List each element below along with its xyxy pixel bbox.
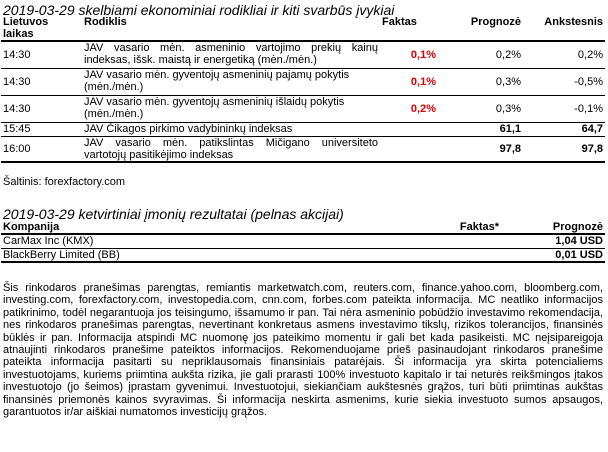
table-row [1, 136, 605, 162]
cell-time: 16:00 [3, 142, 31, 155]
header-actual: Faktas* [459, 221, 499, 233]
header-time: Lietuvos laikas [3, 16, 49, 40]
cell-actual: 0,2% [410, 102, 436, 115]
cell-previous: -0,1% [574, 102, 603, 115]
cell-forecast: 97,8 [499, 142, 521, 155]
header-indicator: Rodiklis [84, 16, 127, 28]
cell-indicator: JAV Čikagos pirkimo vadybininkų indeksas [84, 122, 293, 135]
cell-indicator: JAV vasario mėn. gyventojų asmeninių pajamų pokytis (mėn./mėn.) [84, 68, 350, 93]
cell-time: 14:30 [3, 102, 31, 115]
cell-previous: 0,2% [577, 48, 603, 61]
cell-forecast: 0,01 USD [555, 248, 603, 261]
cell-time: 15:45 [3, 122, 31, 135]
events-title: 2019-03-29 skelbiami ekonominiai rodikliai ir kiti svarbūs įvykiai [3, 2, 395, 18]
cell-actual: 0,1% [410, 48, 436, 61]
cell-company: CarMax Inc (KMX) [3, 235, 94, 247]
cell-forecast: 0,3% [495, 75, 521, 88]
earnings-table [1, 221, 605, 263]
cell-indicator: JAV vasario mėn. asmeninio vartojimo prekių kainų indeksas, išsk. maistą ir energetiką (mėn./mėn.) [84, 42, 378, 66]
cell-time: 14:30 [3, 48, 31, 61]
cell-time: 14:30 [3, 75, 31, 88]
table-row [1, 41, 605, 68]
header-forecast: Prognozė [552, 221, 603, 233]
cell-actual: 0,1% [410, 75, 436, 88]
table-row [1, 68, 605, 95]
cell-previous: 97,8 [581, 142, 603, 155]
header-forecast: Prognozė [470, 16, 521, 28]
cell-previous: 64,7 [581, 122, 603, 135]
table-row [1, 234, 605, 248]
economic-events-table [1, 16, 605, 163]
cell-indicator: JAV vasario mėn. patikslintas Mičigano universiteto vartotojų pasitikėjimo indeksas [84, 136, 378, 161]
earnings-title: 2019-03-29 ketvirtiniai įmonių rezultatai (pelnas akcijai) [3, 206, 344, 222]
cell-actual [401, 248, 501, 262]
cell-forecast: 0,2% [495, 48, 521, 61]
table-row [1, 248, 605, 262]
cell-actual [380, 122, 438, 136]
disclaimer-text: Šis rinkodaros pranešimas parengtas, remiantis marketwatch.com, reuters.com, finance.yahoo.com, bloomberg.com, investing.com, forexfactory.com, investopedia.com, cnn.com, forbes.com pateikta informacija. MC neatliko informacijos patikrinimo, todėl negarantuoja jos teisingumo, išsamumo ir pan. Tai nėra asmeninio pobūdžio investavimo rekomendacija, nes rinkodaros pranešimas parengtas, nevertinant konkretaus asmens investavimo tikslų, rizikos tolerancijos, finansinės būklės ir pan. Informacija atspindi MC nuomonę jos pateikimo momentu ir gali bet kada pasikeisti. MC neįsipareigoja atnaujinti rinkodaros pranešime pateiktos informacijos. Rekomenduojame prieš pasinaudojant rinkodaros pranešime pateikta informacija pasitarti su nepriklausomais finansiniais patarėjais. Ši informacija yra skirta potencialiems investuotojams, kuriems priimtina aukšta rizika, jie gali prarasti 100% investuoto kapitalo ir tai neturės reikšmingos įtakos investuotojo (jo šeimos) įprastam gyvenimui. Investuotojui, siekiančiam aukštesnės grąžos, turi būti priimtinas aukštas finansinės priemonės kainos svyravimas. Ši informacija neskirta asmenims, kurie siekia investuoto sumos apsaugos, garantuotos ir/ar aiškiai numatomos investicijų grąžos. [3, 282, 603, 419]
cell-forecast: 0,3% [495, 102, 521, 115]
table-row [1, 95, 605, 122]
cell-previous: -0,5% [574, 75, 603, 88]
cell-company: BlackBerry Limited (BB) [3, 248, 120, 261]
source-note: Šaltinis: forexfactory.com [3, 176, 126, 188]
cell-forecast: 1,04 USD [555, 235, 603, 247]
header-actual: Faktas [382, 16, 417, 28]
cell-actual [380, 136, 438, 162]
cell-actual [401, 234, 501, 248]
table-row [1, 122, 605, 136]
header-company: Kompanija [3, 221, 60, 233]
table-header-row [1, 221, 605, 234]
cell-forecast: 61,1 [499, 122, 521, 135]
header-previous: Ankstesnis [544, 16, 603, 28]
cell-indicator: JAV vasario mėn. gyventojų asmeninių išlaidų pokytis (mėn./mėn.) [84, 95, 345, 120]
table-header-row [1, 16, 605, 41]
